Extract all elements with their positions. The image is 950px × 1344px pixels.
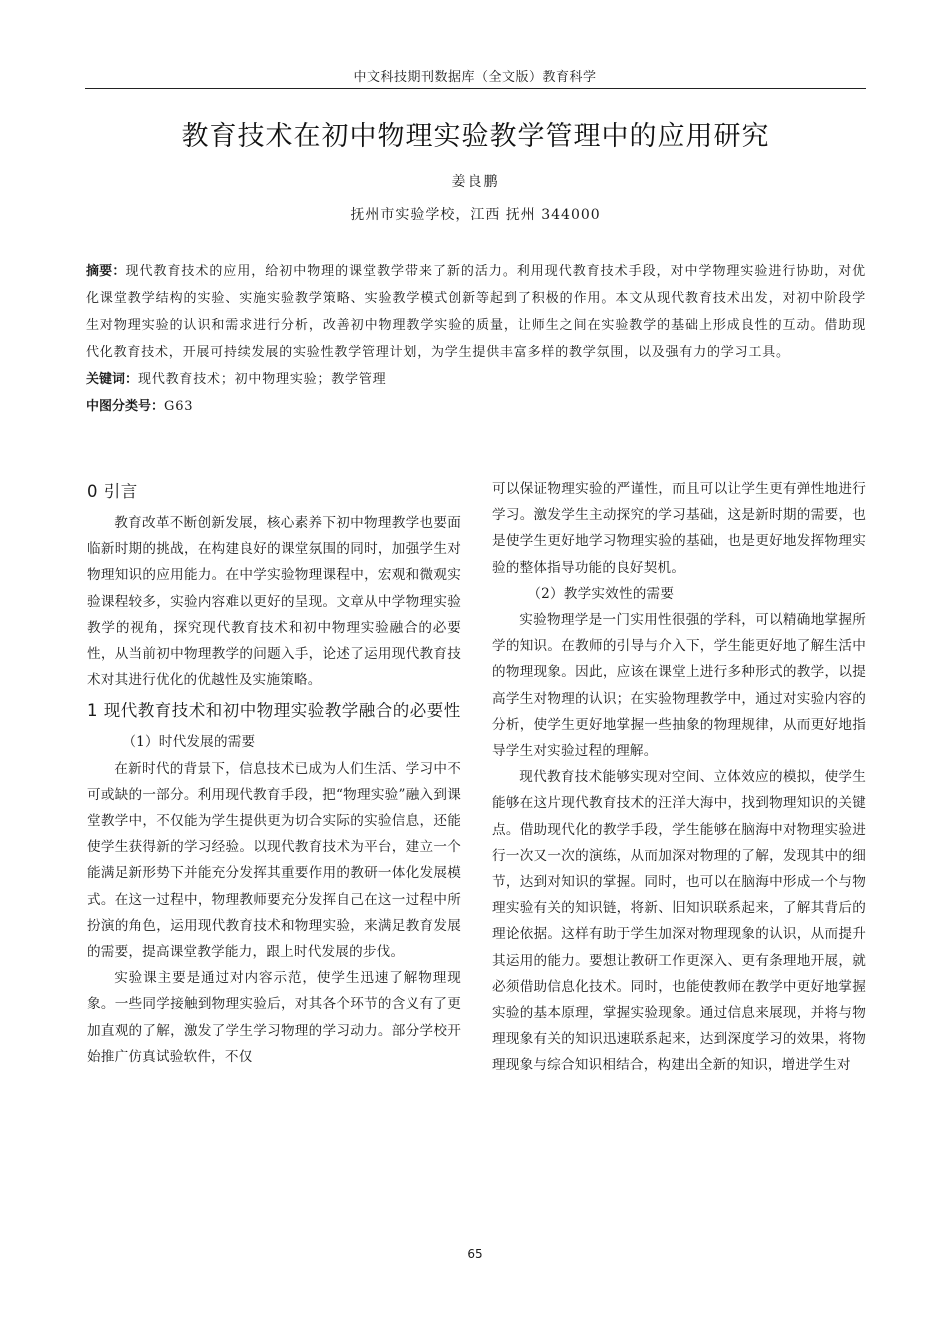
section-heading-intro: 0 引言 <box>87 482 138 501</box>
classification <box>86 393 866 420</box>
page-number: 65 <box>467 1247 483 1261</box>
abstract <box>86 258 866 366</box>
classification-text: G63 <box>164 399 194 414</box>
paragraph: 在新时代的背景下，信息技术已成为人们生活、学习中不可或缺的一部分。利用现代教育手段，把“物理实验”融入到课堂教学中，不仅能为学生提供更为切合实际的实验信息，还能使学生获得新的学习经验。以现代教育技术为平台，建立一个能满足新形势下并能充分发挥其重要作用的教研一体化发展模式。在这一过程中，物理教师要充分发挥自己在这一过程中所扮演的角色，运用现代教育技术和物理实验，来满足教育发展的需要，提高课堂教学能力，跟上时代发展的步伐。 <box>87 760 461 961</box>
paragraph: 现代教育技术能够实现对空间、立体效应的模拟，使学生能够在这片现代教育技术的汪洋大海中，找到物理知识的关键点。借助现代化的教学手段，学生能够在脑海中对物理实验进行一次又一次的演练，从而加深对物理的了解，发现其中的细节，达到对知识的掌握。同时，也可以在脑海中形成一个与物理实验有关的知识链，将新、旧知识联系起来，了解其背后的理论依据。这样有助于学生加深对物理现象的认识，从而提升其运用的能力。要想让教研工作更深入、更有条理地开展，就必须借助信息化技术。同时，也能使教师在教学中更好地掌握实验的基本原理，掌握实验现象。通过信息来展现，并将与物理现象有关的知识迅速联系起来，达到深度学习的效果，将物理现象与综合知识相结合，构建出全新的知识，增进学生对 <box>492 769 866 1074</box>
paragraph: 实验物理学是一门实用性很强的学科，可以精确地掌握所学的知识。在教师的引导与介入下，学生能更好地了解生活中的物理现象。因此，应该在课堂上进行多种形式的教学，以提高学生对物理的认识；在实验物理教学中，通过对实验内容的分析，使学生更好地掌握一些抽象的物理规律，从而更好地指导学生对实验过程的理解。 <box>492 612 866 760</box>
abstract-block <box>86 258 866 420</box>
classification-label: 中图分类号： <box>86 399 165 414</box>
abstract-label: 摘要： <box>86 264 126 279</box>
right-column <box>492 476 866 1079</box>
paragraph: 教育改革不断创新发展，核心素养下初中物理教学也要面临新时期的挑战，在构建良好的课堂氛围的同时，加强学生对物理知识的应用能力。在中学实验物理课程中，宏观和微观实验课程较多，实验内容难以更好的呈现。文章从中学物理实验教学的视角，探究现代教育技术和初中物理实验融合的必要性，从当前初中物理教学的问题入手，论述了运用现代教育技术对其进行优化的优越性及实施策略。 <box>87 515 461 689</box>
paragraph: 可以保证物理实验的严谨性，而且可以让学生更有弹性地进行学习。激发学生主动探究的学习基础，这是新时期的需要，也是使学生更好地学习物理实验的基础，也是更好地发挥物理实验的整体指导功能的良好契机。 <box>492 481 866 576</box>
keywords-text: 现代教育技术；初中物理实验；教学管理 <box>138 372 387 387</box>
subsection-heading: （1）时代发展的需要 <box>122 734 256 751</box>
keywords-label: 关键词： <box>86 372 139 387</box>
paragraph: 实验课主要是通过对内容示范，使学生迅速了解物理现象。一些同学接触到物理实验后，对其各个环节的含义有了更加直观的了解，激发了学生学习物理的学习动力。部分学校开始推广仿真试验软件，不仅 <box>87 970 461 1065</box>
paper-title: 教育技术在初中物理实验教学管理中的应用研究 <box>181 121 770 152</box>
left-column <box>87 474 461 1070</box>
section-heading-necessity: 1 现代教育技术和初中物理实验教学融合的必要性 <box>87 701 461 721</box>
keywords <box>86 366 866 393</box>
header-rule <box>85 88 866 89</box>
affiliation: 抚州市实验学校，江西 抚州 344000 <box>350 207 601 223</box>
running-header: 中文科技期刊数据库（全文版）教育科学 <box>353 70 597 85</box>
subsection-heading: （2）教学实效性的需要 <box>527 585 675 602</box>
abstract-text: 现代教育技术的应用，给初中物理的课堂教学带来了新的活力。利用现代教育技术手段，对中学物理实验进行协助，对优化课堂教学结构的实验、实施实验教学策略、实验教学模式创新等起到了积极的作用。本文从现代教育技术出发，对初中阶段学生对物理实验的认识和需求进行分析，改善初中物理教学实验的质量，让师生之间在实验教学的基础上形成良性的互动。借助现代化教育技术，开展可持续发展的实验性教学管理计划，为学生提供丰富多样的教学氛围，以及强有力的学习工具。 <box>86 264 866 360</box>
author: 姜良鹏 <box>451 174 500 190</box>
